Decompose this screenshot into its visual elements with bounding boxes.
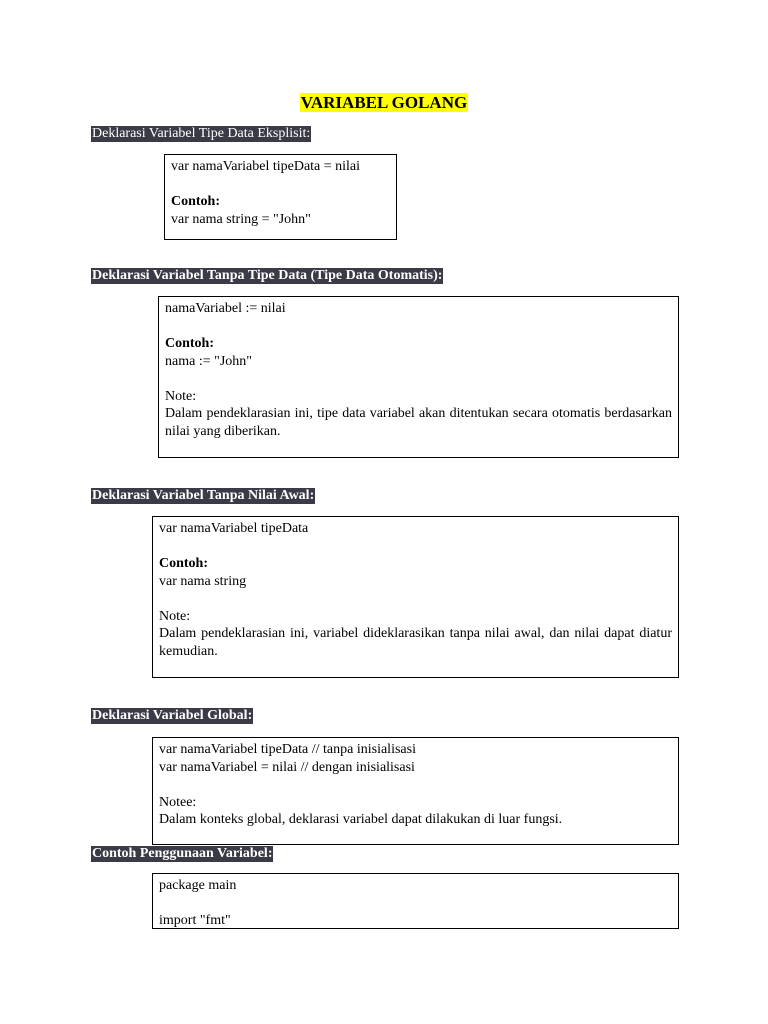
document-title-text: VARIABEL GOLANG xyxy=(300,93,468,112)
code-line-2: var namaVariabel = nilai // dengan inisialisasi xyxy=(159,759,415,775)
code-box-explicit xyxy=(164,154,397,240)
syntax-line: var namaVariabel tipeData xyxy=(159,521,309,536)
note-label: Notee: xyxy=(159,794,197,810)
code-box-auto-type xyxy=(158,296,679,458)
code-box-usage-example xyxy=(152,873,679,929)
code-box-no-initial-value xyxy=(152,516,679,678)
example-line: var nama string xyxy=(159,573,247,589)
note-label: Note: xyxy=(165,388,197,404)
syntax-line: namaVariabel := nilai xyxy=(165,301,286,316)
syntax-line: var namaVariabel tipeData = nilai xyxy=(171,159,361,174)
note-label: Note: xyxy=(159,608,191,624)
code-box-global xyxy=(152,737,679,845)
section-heading-global: Deklarasi Variabel Global: xyxy=(92,708,253,723)
section-heading-auto-type: Deklarasi Variabel Tanpa Tipe Data (Tipe Data Otomatis): xyxy=(92,268,443,283)
code-line-1: package main xyxy=(159,878,237,893)
example-line: nama := "John" xyxy=(165,353,252,369)
example-label: Contoh: xyxy=(165,336,215,351)
note-text: Dalam pendeklarasian ini, variabel dideklarasikan tanpa nilai awal, dan nilai dapat diatur kemudian. xyxy=(159,626,672,659)
code-line-1: var namaVariabel tipeData // tanpa inisialisasi xyxy=(159,742,416,757)
example-label: Contoh: xyxy=(171,194,221,209)
example-line: var nama string = "John" xyxy=(171,211,311,227)
document-title xyxy=(0,93,768,113)
note-text: Dalam pendeklarasian ini, tipe data variabel akan ditentukan secara otomatis berdasarkan nilai yang diberikan. xyxy=(165,406,672,439)
code-line-2: import "fmt" xyxy=(159,913,231,928)
section-heading-explicit: Deklarasi Variabel Tipe Data Eksplisit: xyxy=(92,126,311,141)
section-heading-no-initial-value: Deklarasi Variabel Tanpa Nilai Awal: xyxy=(92,488,315,503)
example-label: Contoh: xyxy=(159,556,209,571)
note-text: Dalam konteks global, deklarasi variabel dapat dilakukan di luar fungsi. xyxy=(159,812,563,827)
section-heading-usage-example: Contoh Penggunaan Variabel: xyxy=(92,846,273,861)
